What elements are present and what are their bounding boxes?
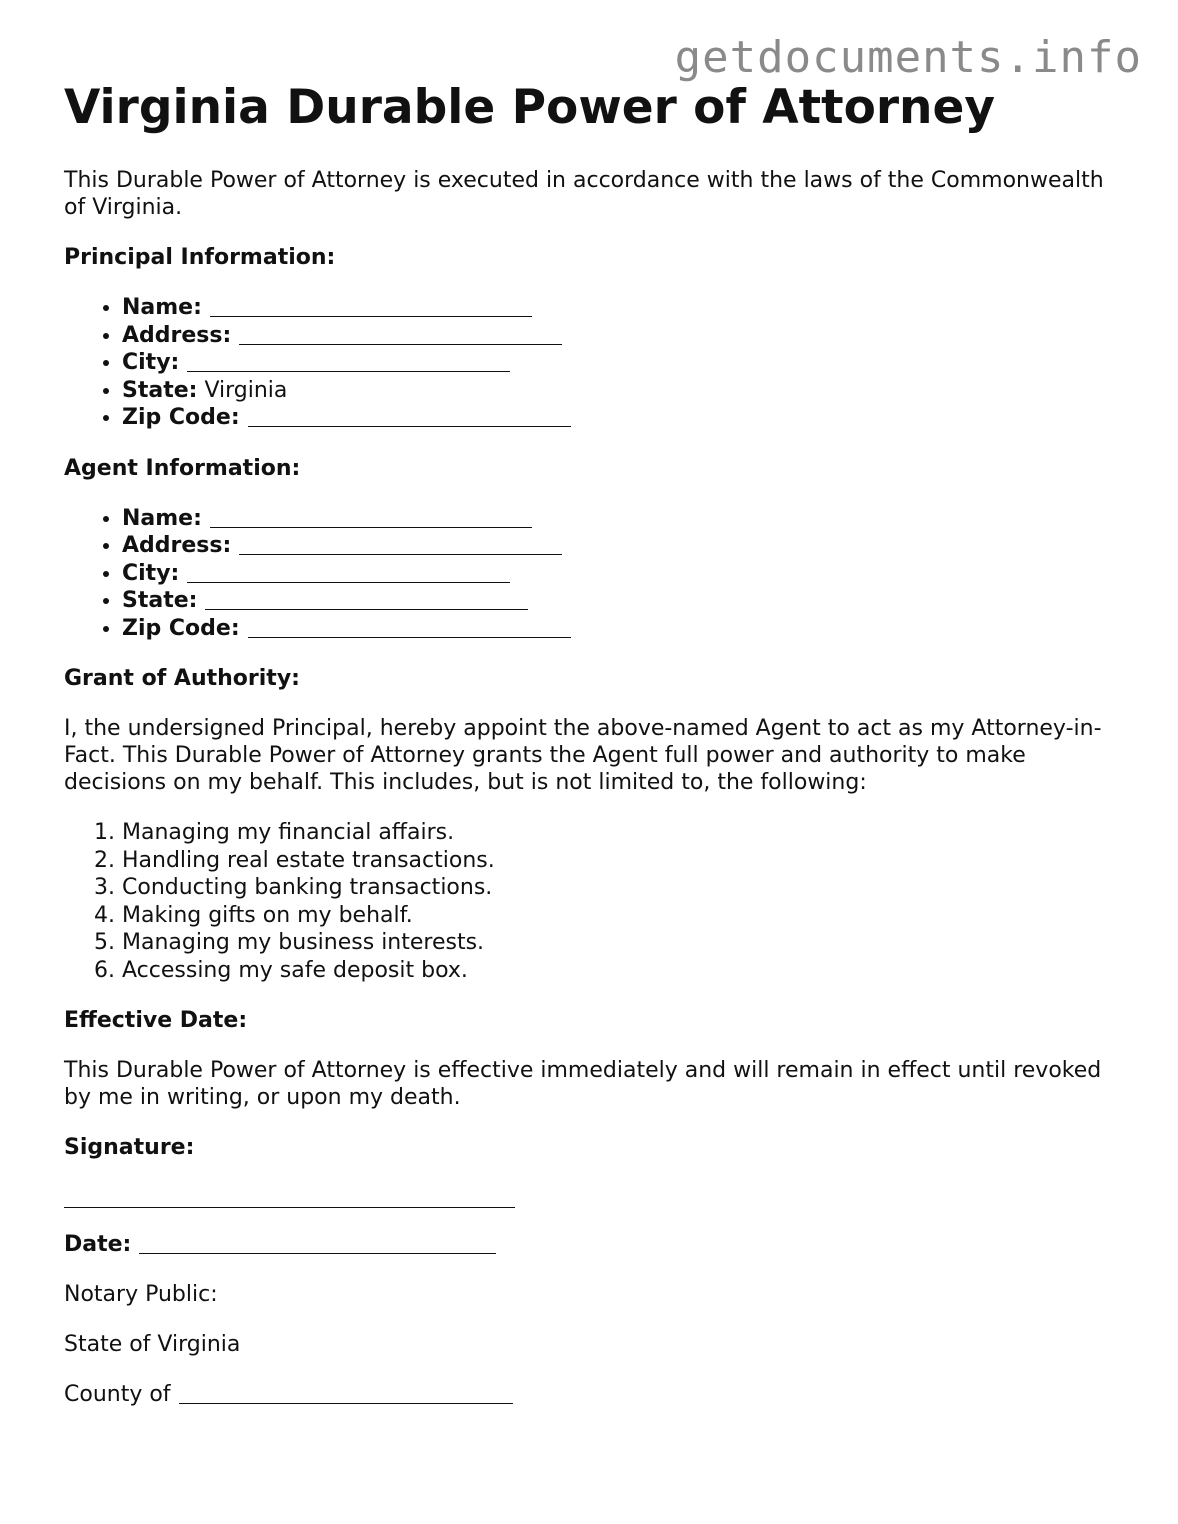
principal-name-blank[interactable]: [210, 296, 532, 317]
effective-heading: Effective Date:: [64, 1008, 248, 1034]
principal-address-blank[interactable]: [239, 324, 562, 345]
agent-city-blank[interactable]: [187, 562, 510, 583]
principal-zip-field: • Zip Code:: [122, 404, 1124, 432]
signature-heading: Signature:: [64, 1135, 195, 1161]
agent-city-field: • City:: [122, 560, 1124, 588]
agent-fields: [64, 505, 1124, 643]
principal-city-field: • City:: [122, 349, 1124, 377]
agent-state-field: • State:: [122, 587, 1124, 615]
county-field: County of: [64, 1381, 1124, 1408]
power-item: 3. Conducting banking transactions.: [122, 874, 1124, 902]
power-item: 1. Managing my financial affairs.: [122, 819, 1124, 847]
power-item: 4. Making gifts on my behalf.: [122, 902, 1124, 930]
principal-zip-blank[interactable]: [248, 406, 571, 427]
date-field: Date:: [64, 1231, 1124, 1258]
watermark: getdocuments.info: [674, 32, 1142, 83]
powers-list: [64, 819, 1124, 984]
agent-address-blank[interactable]: [239, 534, 562, 555]
principal-fields: [64, 294, 1124, 432]
power-item: 2. Handling real estate transactions.: [122, 847, 1124, 875]
document-page: [64, 80, 1124, 1408]
page-title: Virginia Durable Power of Attorney: [64, 80, 996, 135]
principal-state-value: Virginia: [204, 377, 288, 403]
power-item: 5. Managing my business interests.: [122, 929, 1124, 957]
agent-heading: Agent Information:: [64, 455, 301, 481]
principal-state-field: • State: Virginia: [122, 377, 1124, 405]
agent-zip-blank[interactable]: [248, 617, 571, 638]
power-item: 6. Accessing my safe deposit box.: [122, 957, 1124, 985]
intro-paragraph: This Durable Power of Attorney is executed in accordance with the laws of the Commonwealth of Virginia.: [64, 168, 1104, 221]
notary-label: Notary Public:: [64, 1282, 218, 1308]
agent-address-field: • Address:: [122, 532, 1124, 560]
grant-paragraph: I, the undersigned Principal, hereby appoint the above-named Agent to act as my Attorney-in-Fact. This Durable Power of Attorney grants the Agent full power and authority to make decisions on my behalf. This includes, but is not limited to, the following:: [64, 716, 1102, 796]
effective-paragraph: This Durable Power of Attorney is effective immediately and will remain in effect until revoked by me in writing, or upon my death.: [64, 1058, 1102, 1111]
date-blank[interactable]: [139, 1233, 496, 1254]
principal-city-blank[interactable]: [187, 351, 510, 372]
principal-name-field: • Name:: [122, 294, 1124, 322]
notary-state: State of Virginia: [64, 1332, 241, 1358]
agent-state-blank[interactable]: [205, 589, 528, 610]
agent-name-blank[interactable]: [210, 507, 532, 528]
principal-heading: Principal Information:: [64, 245, 336, 271]
agent-name-field: • Name:: [122, 505, 1124, 533]
grant-heading: Grant of Authority:: [64, 666, 300, 692]
principal-address-field: • Address:: [122, 322, 1124, 350]
county-blank[interactable]: [179, 1383, 513, 1404]
signature-line[interactable]: [64, 1183, 515, 1208]
agent-zip-field: • Zip Code:: [122, 615, 1124, 643]
